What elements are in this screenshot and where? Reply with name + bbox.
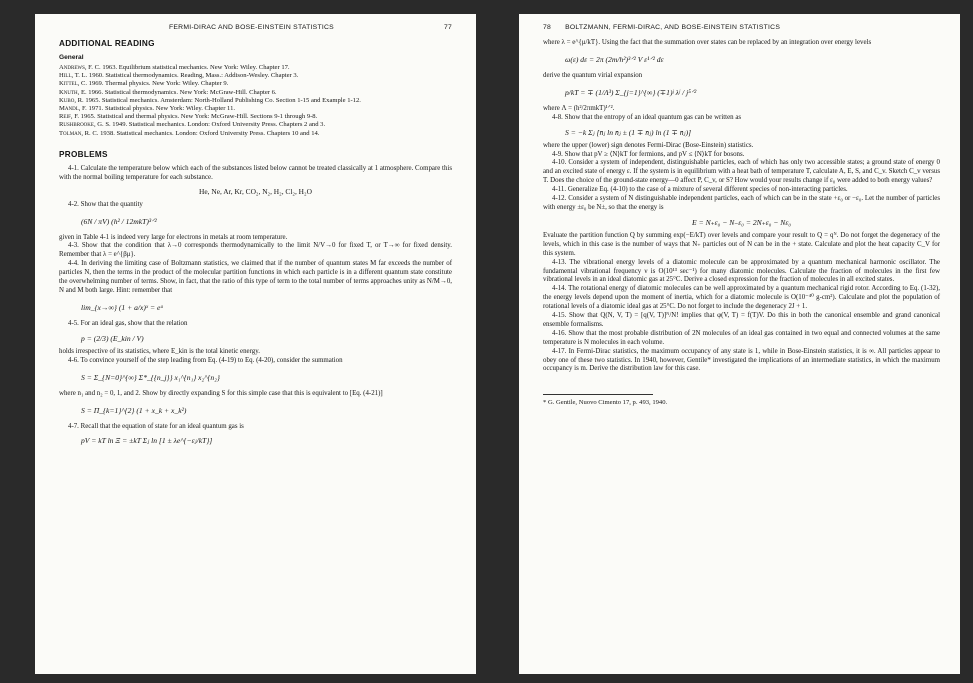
problem-4-5: 4-5. For an ideal gas, show that the relation bbox=[68, 319, 188, 327]
problem-4-8: 4-8. Show that the entropy of an ideal quantum gas can be written as bbox=[552, 113, 742, 121]
problem-4-3: 4-3. Show that the condition that λ→0 corresponds thermodynamically to the limit N/V→0 for fixed T, or T→∞ for fixed density. Remember that λ = e^{βμ}. bbox=[59, 242, 452, 259]
equation-energy: E = N₊ε₀ − N₋ε₀ = 2N₊ε₀ − Nε₀ bbox=[692, 217, 791, 227]
problem-4-17: 4-17. In Fermi-Dirac statistics, the maximum occupancy of any state is 1, while in Bose-Einstein statistics, it is ∞. All particles appear to obey one of these two statistics. In 1940, however, Gentile* investigated the implications of an intermediate statistics, in which the maximum occupancy is m. Derive the distribution law for this case. bbox=[543, 347, 940, 373]
problem-4-2: 4-2. Show that the quantity bbox=[68, 200, 143, 208]
problem-4-13: 4-13. The vibrational energy levels of a diatomic molecule can be approximated by a quantum mechanical harmonic oscillator. The fundamental vibrational frequency ν is O(10¹³ sec⁻¹) for many diatomic molecules. Calculate the fraction of molecules in the first few vibrational levels in an ideal diatomic gas at 25°C. Derive a closed expression for the fraction of molecules in all excited states. bbox=[543, 258, 940, 284]
equation-quantity: (6N / πV) (h² / 12mkT)³ᐟ² bbox=[81, 216, 157, 226]
problem-4-4: 4-4. In deriving the limiting case of Boltzmann statistics, we claimed that if the number of quantum states M far exceeds the number of particles N, then the terms in the product of the molecular partition functions in which each particle is in a different quantum state constitute the overwhelming number of terms. Show, in fact, that the ratio of this type of term to the total number of terms approaches unity as N/M→0, N and M both large. Hint: remember that bbox=[59, 260, 452, 294]
reference-item: Rushbrooke, G. S. 1949. Statistical mechanics. London: Oxford University Press. Chapters 2 and 3. bbox=[59, 121, 326, 129]
running-title: FERMI-DIRAC AND BOSE-EINSTEIN STATISTICS bbox=[168, 24, 334, 31]
problem-4-2-continued: given in Table 4-1 is indeed very large for electrons in metals at room temperature. bbox=[59, 233, 288, 241]
problem-4-7-continued: where λ = e^{μ/kT}. Using the fact that the summation over states can be replaced by an integration over energy levels bbox=[543, 39, 872, 46]
left-page bbox=[35, 14, 476, 674]
problem-4-12: 4-12. Consider a system of N distinguishable independent particles, each of which can be in the state +ε₀ or −ε₀. Let the number of particles with energy ±ε₀ be N±, so that the energy is bbox=[543, 195, 940, 211]
page-header bbox=[59, 24, 452, 31]
reference-item: Kittel, C. 1969. Thermal physics. New York: Wiley. Chapter 9. bbox=[59, 80, 229, 88]
running-title: BOLTZMANN, FERMI-DIRAC, AND BOSE-EINSTEIN STATISTICS bbox=[565, 24, 781, 31]
reference-item: Andrews, F. C. 1963. Equilibrium statistical mechanics. New York: Wiley. Chapter 17. bbox=[59, 64, 290, 71]
lambda-definition: where Λ = (h²/2πmkT)¹ᐟ². bbox=[543, 104, 615, 112]
equation-density-of-states: ω(ε) dε = 2π (2m/h²)³ᐟ² V ε¹ᐟ² dε bbox=[565, 54, 664, 64]
problem-4-16: 4-16. Show that the most probable distribution of 2N molecules of an ideal gas contained in two equal and connected volumes at the same temperature is N molecules in each volume. bbox=[543, 329, 940, 346]
reference-item: Tolman, R. C. 1938. Statistical mechanics. London: Oxford University Press. Chapters 10 and 14. bbox=[59, 129, 320, 137]
page-number: 78 bbox=[543, 24, 552, 31]
problem-4-10: 4-10. Consider a system of independent, distinguishable particles, each of which has only two accessible states; a ground state of energy 0 and an excited state of energy ε. If the system is in equilibrium with a heat bath of temperature T, calculate A, E, S, and C_v. Sketch C_v versus T. Does the choice of the ground-state energy—0 affect P, C_v, or S? How would your results change if ε₀ were added to both energy values? bbox=[543, 159, 940, 185]
equation-summation: S = Σ_{N=0}^{∞} Σ*_{{n_j}} x₁^{n₁} x₂^{n₂} bbox=[81, 372, 220, 382]
equation-virial: p/kT = ∓ (1/Λ³) Σ_{j=1}^{∞} (∓1)ʲ λʲ / j⁵ᐟ² bbox=[565, 87, 697, 97]
page-header bbox=[543, 24, 940, 31]
reference-list bbox=[59, 64, 452, 138]
virial-instruction: derive the quantum virial expansion bbox=[543, 71, 643, 79]
reference-item: Reif, F. 1965. Statistical and thermal physics. New York: McGraw-Hill. Sections 9-1 through 9-8. bbox=[59, 113, 318, 121]
problem-4-9: 4-9. Show that pV ≥ ⟨N⟩kT for fermions, and pV ≤ ⟨N⟩kT for bosons. bbox=[552, 150, 745, 158]
equation-limit: lim_{x→∞} (1 + a/x)ˣ = eᵃ bbox=[81, 302, 164, 312]
general-subheading: General bbox=[59, 54, 84, 61]
reference-item: Mandl, F. 1971. Statistical physics. New York: Wiley. Chapter 11. bbox=[59, 105, 236, 113]
footnote-rule bbox=[543, 394, 653, 395]
page-number: 77 bbox=[443, 24, 452, 31]
problem-4-6-continued: where n₁ and n₂ = 0, 1, and 2. Show by directly expanding S for this simple case that this is equivalent to [Eq. (4-21)] bbox=[59, 389, 383, 397]
equation-product: S = Π_{k=1}^{2} (1 + x_k + x_k²) bbox=[81, 405, 187, 415]
equation-pressure: p = (2/3) (E_kin / V) bbox=[81, 333, 144, 343]
footnote: * G. Gentile, Nuovo Cimento 17, p. 493, 1940. bbox=[543, 399, 668, 407]
problem-4-5-continued: holds irrespective of its statistics, where E_kin is the total kinetic energy. bbox=[59, 347, 260, 355]
additional-reading-heading: ADDITIONAL READING bbox=[59, 39, 155, 48]
problem-4-12-continued: Evaluate the partition function Q by summing exp(−E/kT) over levels and compare your result to Q = qᴺ. Do not forget the degeneracy of the levels, which in this case is the number of ways that N₊ particles out of N can be in the + state. Calculate and plot the heat capacity C_V for this system. bbox=[543, 231, 940, 257]
equation-state: pV = kT ln Ξ = ±kT Σⱼ ln [1 ± λe^{−εⱼ/kT}] bbox=[81, 436, 213, 446]
reference-item: Hill, T. L. 1960. Statistical thermodynamics. Reading, Mass.: Addison-Wesley. Chapter 3. bbox=[59, 72, 299, 80]
molecule-list: He, Ne, Ar, Kr, CO₂, N₂, H₂, Cl₂, H₂O bbox=[199, 186, 312, 196]
problem-4-6: 4-6. To convince yourself of the step leading from Eq. (4-19) to Eq. (4-20), consider the summation bbox=[68, 356, 343, 364]
equation-entropy: S = −k Σⱼ [n̄ⱼ ln n̄ⱼ ± (1 ∓ n̄ⱼ) ln (1 ∓ n̄ⱼ)] bbox=[565, 127, 692, 137]
problems-heading: PROBLEMS bbox=[59, 149, 108, 159]
reference-item: Knuth, E. 1966. Statistical thermodynamics. New York: McGraw-Hill. Chapter 6. bbox=[59, 88, 277, 96]
problem-4-15: 4-15. Show that Q(N, V, T) = [q(V, T)]ᴺ/N! implies that φ(V, T) = f(T)V. Do this in both the canonical ensemble and grand canonical ensemble formalisms. bbox=[543, 312, 940, 328]
problem-4-11: 4-11. Generalize Eq. (4-10) to the case of a mixture of several different species of non-interacting particles. bbox=[552, 186, 848, 194]
reference-item: Kubo, R. 1965. Statistical mechanics. Amsterdam: North-Holland Publishing Co. Section 1-15 and Example 1-12. bbox=[59, 96, 361, 104]
problem-4-8-continued: where the upper (lower) sign denotes Fermi-Dirac (Bose-Einstein) statistics. bbox=[543, 141, 754, 149]
problem-4-1: 4-1. Calculate the temperature below which each of the substances listed below cannot be treated classically at 1 atmosphere. Compare this with the normal boiling temperature for each substance. bbox=[59, 164, 452, 181]
right-page bbox=[519, 14, 960, 674]
problem-4-7: 4-7. Recall that the equation of state for an ideal quantum gas is bbox=[68, 422, 244, 430]
problem-4-14: 4-14. The rotational energy of diatomic molecules can be well approximated by a quantum mechanical rigid rotor. According to Eq. (1-32), the energy levels depend upon the moment of inertia, which for a diatomic molecule is O(10⁻⁴⁰ g-cm²). Calculate and plot the population of rotational levels of a diatomic ideal gas at 25°C. Do not forget to include the degeneracy 2J + 1. bbox=[543, 285, 940, 311]
